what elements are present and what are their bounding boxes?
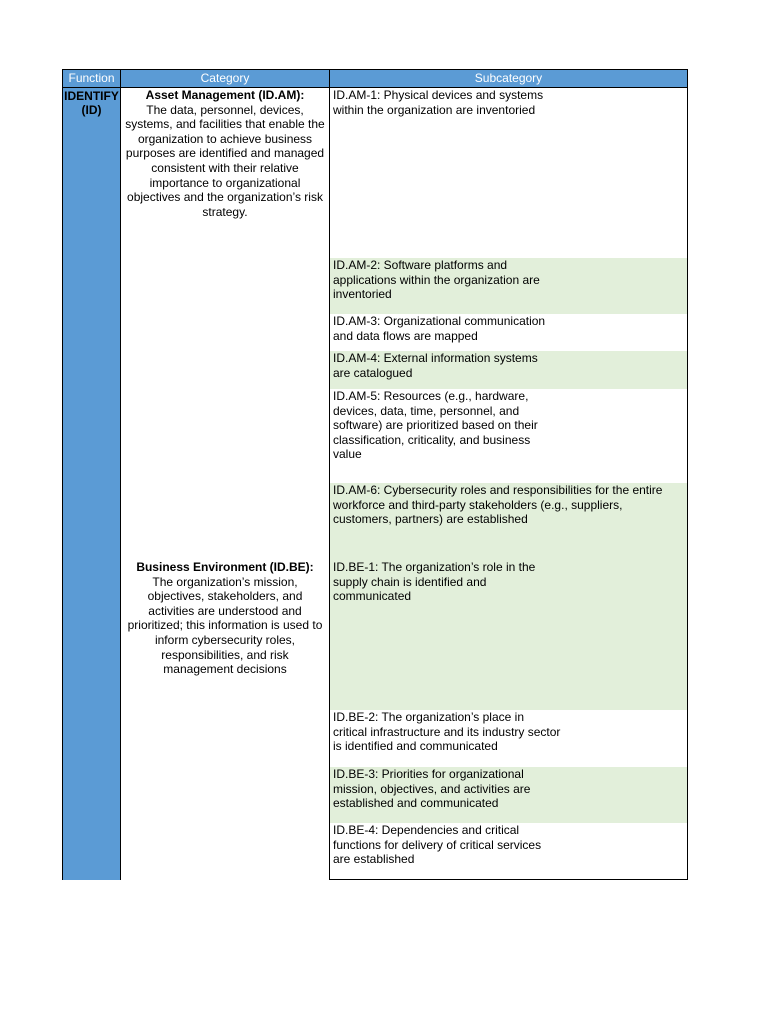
category-description: The data, personnel, devices, systems, and facilities that enable the organization to achieve business purposes are identified and managed consistent with their relative importance to organizational objectives and the organization’s risk strategy.: [125, 102, 325, 219]
subcategory-cell: [329, 88, 688, 259]
header-subcategory: Subcategory: [329, 69, 688, 88]
subcategory-text: ID.AM-5: Resources (e.g., hardware, devices, data, time, personnel, and software) are prioritized based on their classification, criticality, and business value: [333, 389, 538, 462]
subcategory-cell: [329, 560, 688, 711]
subcategory-text: ID.BE-4: Dependencies and critical functions for delivery of critical services are established: [333, 823, 542, 867]
subcategory-text: ID.AM-6: Cybersecurity roles and responsibilities for the entire workforce and third-party stakeholders (e.g., suppliers, customers, partners) are established: [333, 483, 663, 527]
subcategory-cell: [329, 314, 688, 352]
subcategory-cell: [329, 351, 688, 390]
subcategory-cell: [329, 389, 688, 484]
category-description: The organization’s mission, objectives, stakeholders, and activities are understood and prioritized; this information is used to inform cybersecurity roles, responsibilities, and risk management decisions: [127, 574, 323, 677]
subcategory-text: ID.BE-2: The organization’s place in critical infrastructure and its industry sector is identified and communicated: [333, 710, 561, 754]
category-title: Business Environment (ID.BE):: [136, 560, 314, 574]
category-cell-business-environment: [121, 560, 330, 880]
subcategory-cell: [329, 767, 688, 824]
subcategory-text: ID.BE-3: Priorities for organizational mission, objectives, and activities are established and communicated: [333, 767, 531, 811]
subcategory-text: ID.AM-2: Software platforms and applications within the organization are inventoried: [333, 258, 540, 302]
category-cell-asset-management: [121, 88, 330, 560]
function-cell: [62, 88, 121, 880]
subcategory-cell: [329, 483, 688, 561]
subcategory-cell: [329, 710, 688, 768]
subcategory-text: ID.AM-4: External information systems are catalogued: [333, 351, 538, 380]
subcategory-text: ID.AM-1: Physical devices and systems within the organization are inventoried: [333, 88, 544, 117]
subcategory-text: ID.AM-3: Organizational communication and data flows are mapped: [333, 314, 546, 343]
category-title: Asset Management (ID.AM):: [145, 88, 305, 102]
function-label: IDENTIFY (ID): [64, 89, 119, 117]
header-function: Function: [62, 69, 121, 88]
subcategory-text: ID.BE-1: The organization’s role in the supply chain is identified and communicated: [333, 560, 536, 604]
subcategory-cell: [329, 823, 688, 880]
subcategory-cell: [329, 258, 688, 315]
header-category: Category: [120, 69, 330, 88]
